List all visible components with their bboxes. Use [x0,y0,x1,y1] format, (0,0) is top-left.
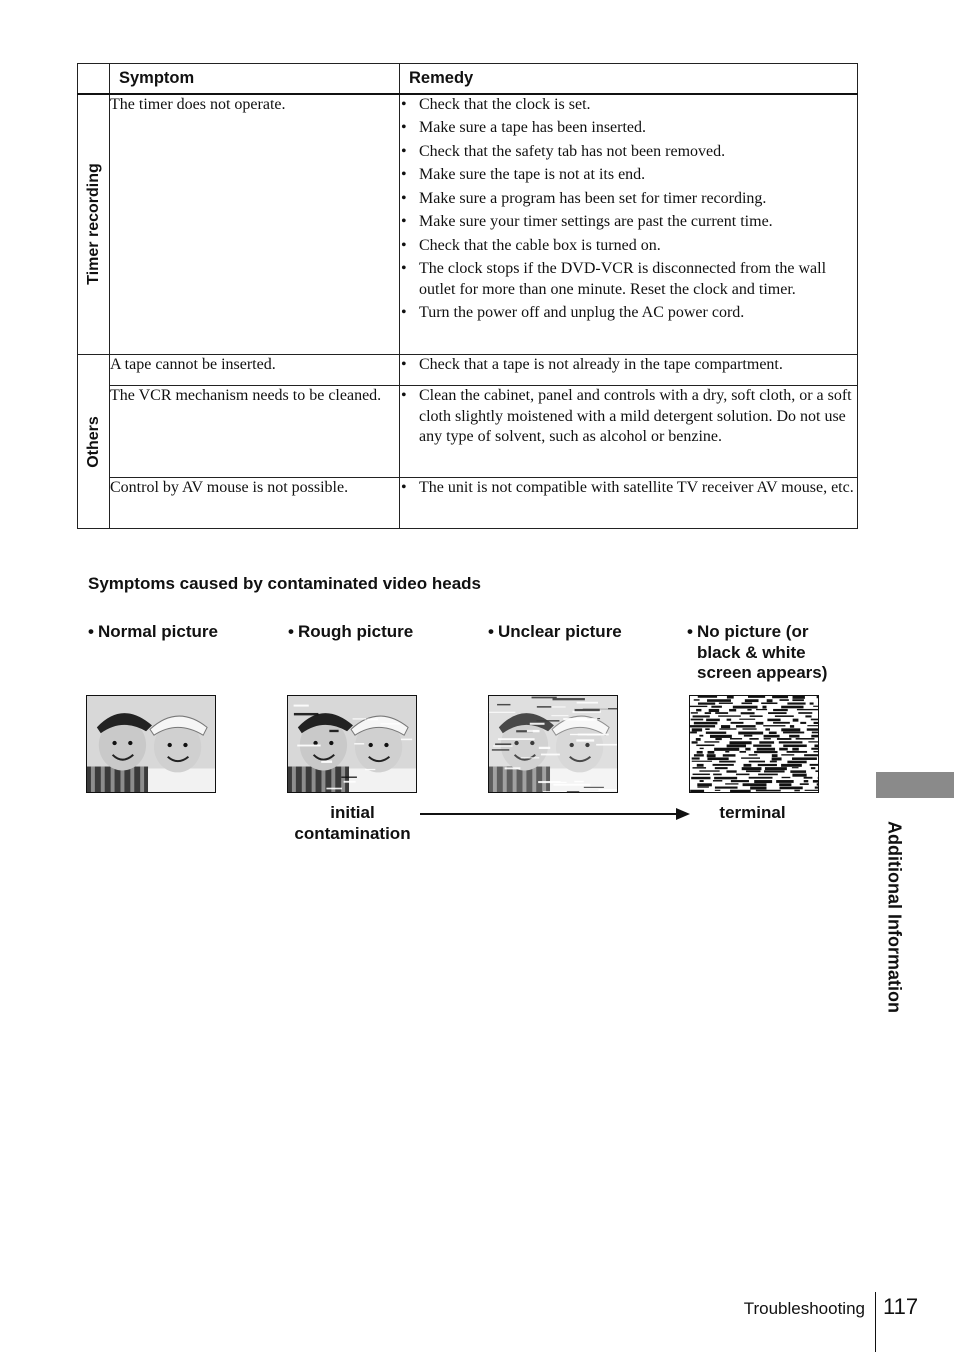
remedy-list [400,95,857,324]
category-label: Timer recording [84,163,102,286]
remedy-cell [400,94,858,355]
list-item: • Make sure a tape has been inserted. [400,118,857,139]
list-item: • Check that a tape is not already in the tape compartment. [400,355,857,376]
list-item: • Turn the power off and unplug the AC power cord. [400,303,857,324]
bullet: • [88,622,94,641]
arrow-right-icon [676,808,690,820]
picture-label-text: Normal picture [98,622,218,641]
page-number: 117 [883,1294,919,1319]
picture-label-text: No picture (or black & white screen appears) [697,622,828,682]
symptom-cell: The VCR mechanism needs to be cleaned. [110,386,400,478]
list-item: • The clock stops if the DVD-VCR is disconnected from the wall outlet for more than one minute. Reset the clock and timer. [400,259,857,300]
category-cell-timer-recording [78,94,110,355]
list-item: • Make sure a program has been set for timer recording. [400,189,857,210]
progression-arrow-line [420,813,678,815]
remedy-list [400,355,857,376]
terminal-caption: terminal [719,803,786,822]
picture-label-text: Rough picture [298,622,414,641]
table-row [78,94,858,355]
section-tab-marker [876,772,954,798]
remedy-cell [400,355,858,386]
symptom-header: Symptom [110,64,400,94]
footer-section-label: Troubleshooting [743,1299,865,1318]
no-picture-image [689,695,819,793]
picture-label-rough [288,622,463,643]
bullet: • [687,622,693,641]
list-item: • Check that the clock is set. [400,95,857,116]
table-row [78,355,858,386]
remedy-cell [400,386,858,478]
list-item: • Check that the safety tab has not been removed. [400,142,857,163]
bullet: • [488,622,494,641]
side-section-label: Additional Information [884,821,905,1013]
table-header-row [78,64,858,94]
picture-label-no-picture [687,622,852,684]
list-item: • Make sure the tape is not at its end. [400,165,857,186]
list-item: • Clean the cabinet, panel and controls with a dry, soft cloth, or a soft cloth slightly moistened with a mild detergent solution. Do not use any type of solvent, such as alcohol or benzine. [400,386,857,448]
unclear-picture-image [488,695,618,793]
symptom-cell: The timer does not operate. [110,94,400,355]
picture-label-normal [88,622,263,643]
table-row [78,478,858,529]
caption-line: contamination [294,823,411,843]
remedy-list [400,386,857,448]
rough-picture-image [287,695,417,793]
symptom-cell: A tape cannot be inserted. [110,355,400,386]
caption-line: initial [330,803,375,822]
symptom-cell: Control by AV mouse is not possible. [110,478,400,529]
category-header [78,64,110,94]
initial-contamination-caption [280,803,425,844]
category-label: Others [84,415,102,468]
list-item: • Check that the cable box is turned on. [400,236,857,257]
picture-label-text: Unclear picture [498,622,622,641]
category-cell-others [78,355,110,529]
normal-picture-image [86,695,216,793]
picture-label-unclear [488,622,663,643]
remedy-list [400,478,857,499]
list-item: • The unit is not compatible with satellite TV receiver AV mouse, etc. [400,478,857,499]
section-title: Symptoms caused by contaminated video heads [88,574,482,593]
footer-divider [875,1292,876,1352]
troubleshooting-table [77,63,858,529]
table-row [78,386,858,478]
remedy-header: Remedy [400,64,858,94]
bullet: • [288,622,294,641]
remedy-cell [400,478,858,529]
list-item: • Make sure your timer settings are past the current time. [400,212,857,233]
